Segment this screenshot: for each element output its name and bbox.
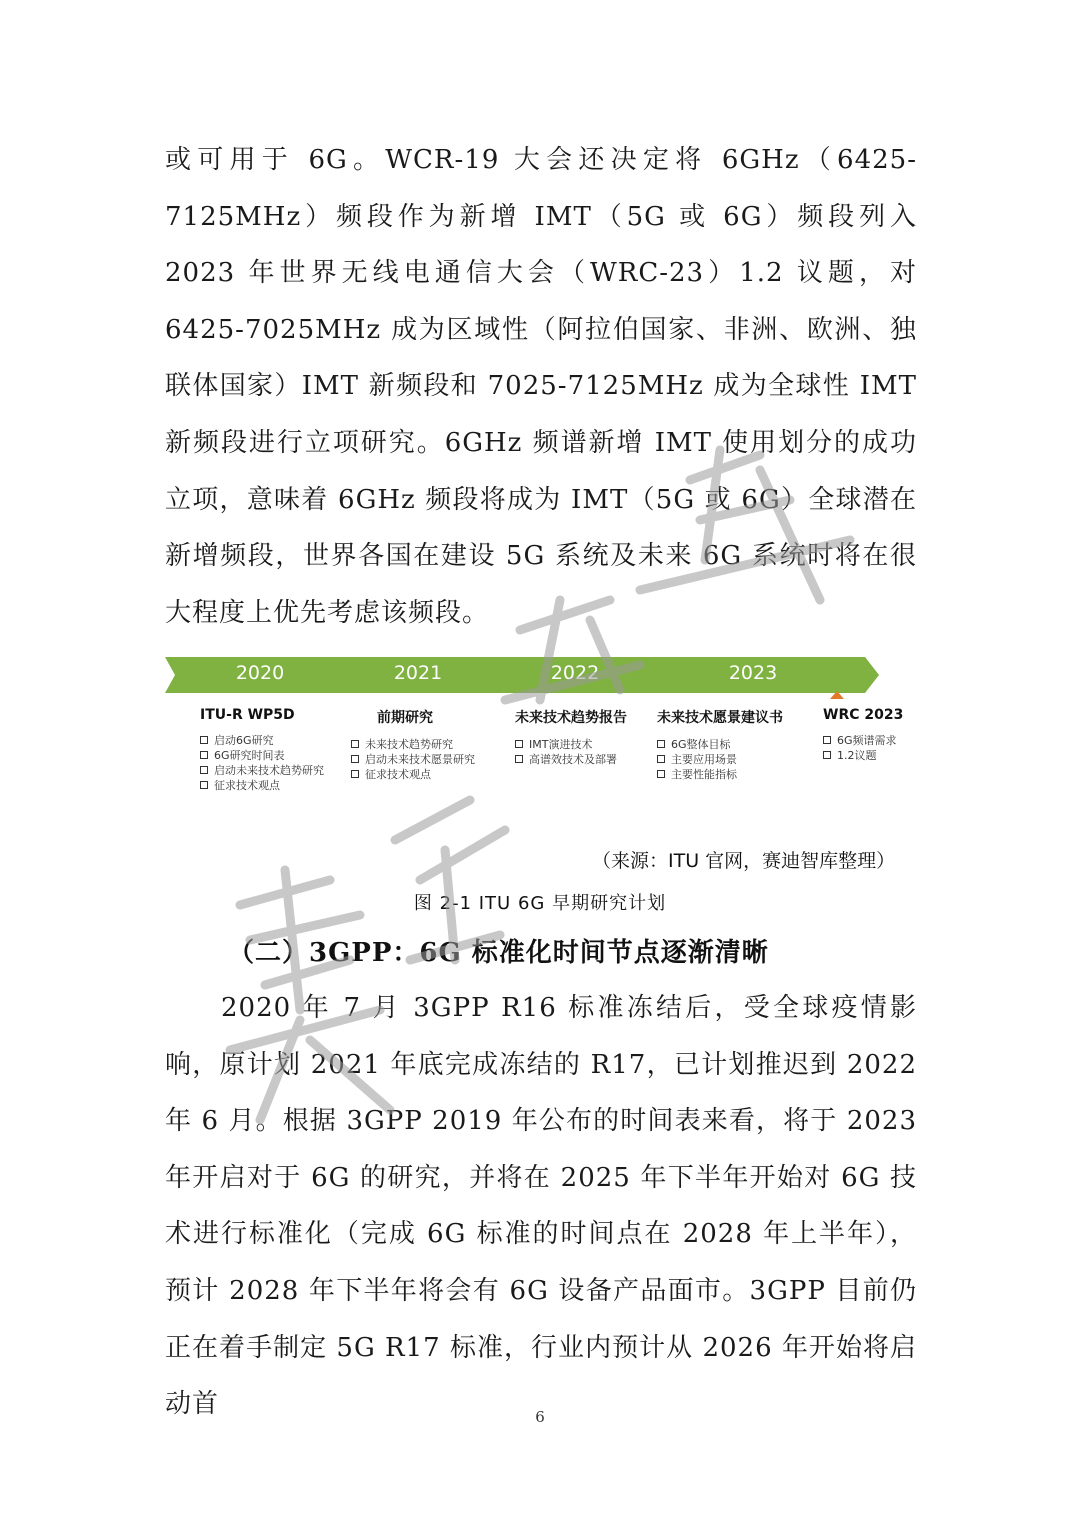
timeline-column: [351, 707, 477, 782]
column-item: 征求技术观点: [351, 767, 477, 782]
column-item: 6G整体目标: [657, 737, 783, 752]
column-title: 未来技术趋势报告: [515, 710, 627, 726]
column-item: 高谱效技术及部署: [515, 752, 641, 767]
column-title: 未来技术愿景建议书: [657, 710, 783, 726]
year-label: 2021: [393, 662, 443, 684]
timeline-years: [165, 655, 925, 695]
column-item: IMT演进技术: [515, 737, 641, 752]
year-label: 2022: [550, 662, 600, 684]
column-item: 未来技术趋势研究: [351, 737, 477, 752]
column-item: 主要性能指标: [657, 767, 783, 782]
column-item: 启动未来技术趋势研究: [200, 763, 326, 778]
timeline-column: [515, 707, 641, 767]
body-paragraph-1: 或可用于 6G。WCR-19 大会还决定将 6GHz（6425-7125MHz）频段作为新增 IMT（5G 或 6G）频段列入 2023 年世界无线电通信大会（WRC-23）1.2 议题，对 6425-7025MHz 成为区域性（阿拉伯国家、非洲、欧洲、独联体国家）IMT 新频段和 7025-7125MHz 成为全球性 IMT 新频段进行立项研究。6GHz 频谱新增 IMT 使用划分的成功立项，意味着 6GHz 频段将成为 IMT（5G 或 6G）全球潜在新增频段，世界各国在建设 5G 系统及未来 6G 系统时将在很大程度上优先考虑该频段。: [165, 145, 917, 628]
body-paragraph-2: 2020 年 7 月 3GPP R16 标准冻结后，受全球疫情影响，原计划 2021 年底完成冻结的 R17，已计划推迟到 2022 年 6 月。根据 3GPP 2019 年公布的时间表来看，将于 2023 年开启对于 6G 的研究，并将在 2025 年下半年开始对 6G 技术进行标准化（完成 6G 标准的时间点在 2028 年上半年），预计 2028 年下半年将会有 6G 设备产品面市。3GPP 目前仍正在着手制定 5G R17 标准，行业内预计从 2026 年开始将启动首: [165, 993, 917, 1420]
column-item: 主要应用场景: [657, 752, 783, 767]
section-heading: （二）3GPP：6G 标准化时间节点逐渐清晰: [228, 938, 769, 968]
column-item: 6G频谱需求: [823, 733, 949, 748]
timeline-column: [823, 707, 949, 763]
column-item: 启动6G研究: [200, 733, 326, 748]
figure-caption: 图 2-1 ITU 6G 早期研究计划: [413, 893, 667, 914]
figure-source: （来源：ITU 官网，赛迪智库整理）: [592, 850, 896, 872]
year-label: 2023: [728, 662, 778, 684]
timeline-column: [200, 707, 326, 793]
year-label: 2020: [235, 662, 285, 684]
column-item: 启动未来技术愿景研究: [351, 752, 477, 767]
column-title: ITU-R WP5D: [200, 707, 295, 723]
itu-timeline-figure: [165, 655, 925, 830]
column-item: 1.2议题: [823, 748, 949, 763]
column-title: 前期研究: [377, 710, 433, 726]
column-title: WRC 2023: [823, 707, 904, 723]
column-item: 6G研究时间表: [200, 748, 326, 763]
wrc-marker: [830, 691, 844, 699]
timeline-column: [657, 707, 783, 782]
column-item: 征求技术观点: [200, 778, 326, 793]
page-number: 6: [535, 1408, 545, 1426]
